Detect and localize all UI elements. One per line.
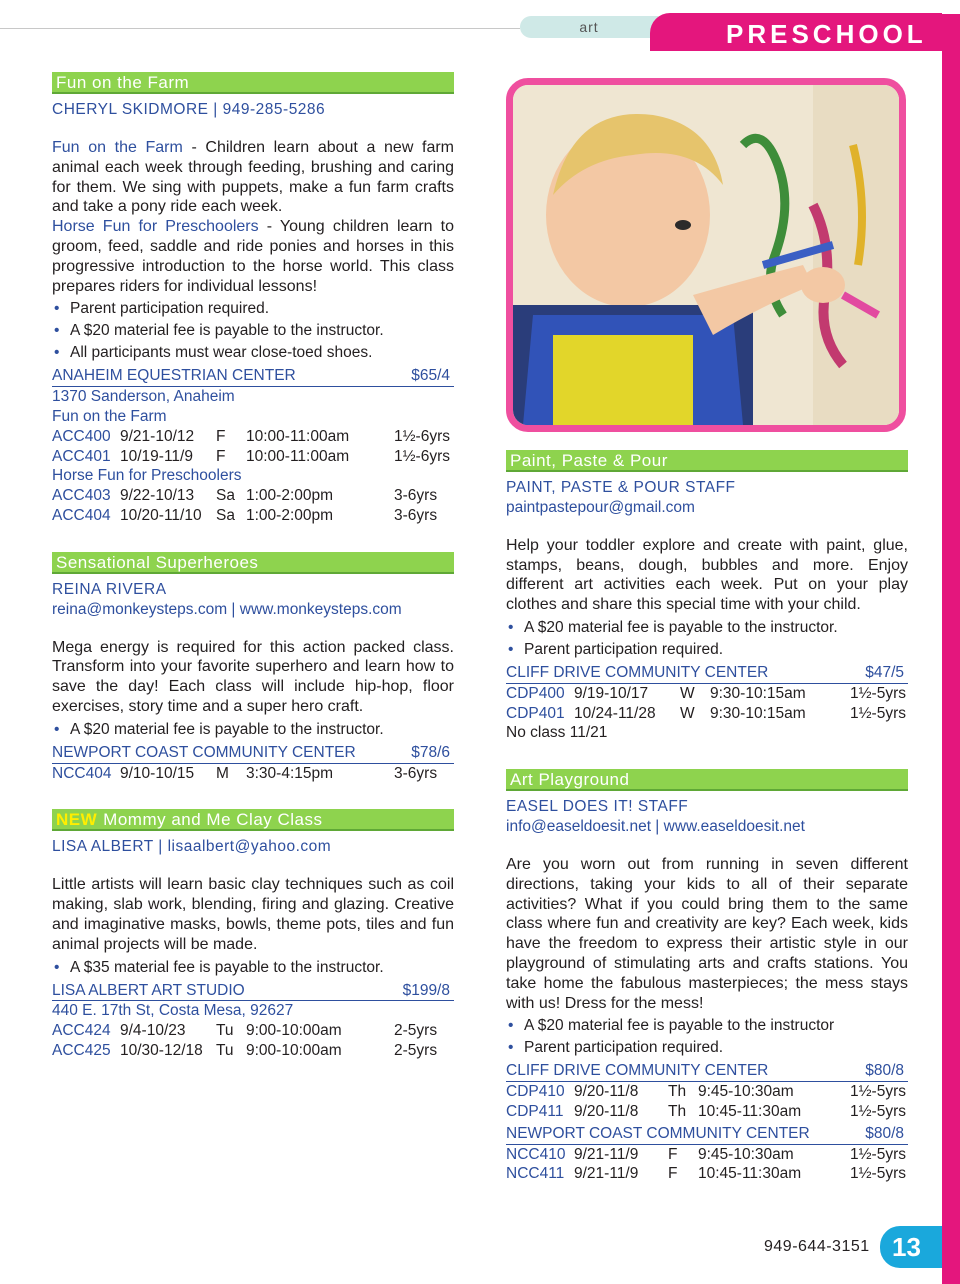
schedule-row: [506, 704, 908, 724]
address: 1370 Sanderson, Anaheim: [52, 388, 235, 406]
location-row: [52, 366, 454, 387]
location-row: [52, 743, 454, 764]
class-description-2: [52, 217, 454, 296]
age: 1½-5yrs: [850, 704, 906, 722]
class-code: NCC410: [506, 1145, 566, 1163]
right-column: [506, 450, 908, 1184]
class-title: Art Playground: [506, 769, 908, 791]
time: 1:00-2:00pm: [246, 487, 334, 505]
age: 1½-6yrs: [394, 447, 450, 465]
schedule-row: [506, 1164, 908, 1184]
notes-list: [52, 957, 454, 979]
location-name: ANAHEIM EQUESTRIAN CENTER: [52, 367, 296, 385]
age: 1½-5yrs: [850, 1083, 906, 1101]
note-item: • A $20 material fee is payable to the instructor.: [52, 719, 454, 741]
note-item: • Parent participation required.: [52, 298, 454, 320]
age: 2-5yrs: [394, 1022, 438, 1040]
time: 9:45-10:30am: [698, 1145, 794, 1163]
class-sensational-superheroes: [52, 552, 454, 784]
program-text: - Children learn about a new farm animal each week through feeding, brushing and caring for them. We sing with puppets, make a fun farm crafts and take a pony ride each week.: [52, 139, 454, 216]
contact: reina@monkeysteps.com | www.monkeysteps.com: [52, 600, 402, 618]
class-code: ACC401: [52, 447, 111, 465]
instructor: PAINT, PASTE & POUR STAFF: [506, 479, 736, 496]
program-name: Fun on the Farm: [52, 139, 183, 156]
location-name: LISA ALBERT ART STUDIO: [52, 981, 245, 999]
day: Sa: [216, 506, 235, 524]
age: 3-6yrs: [394, 487, 438, 505]
schedule-row: [52, 427, 454, 447]
instructor: EASEL DOES IT! STAFF: [506, 798, 689, 816]
class-title: Fun on the Farm: [52, 72, 454, 94]
sub-program: Horse Fun for Preschoolers: [52, 467, 242, 485]
class-paint-paste-pour: [506, 450, 908, 743]
class-code: CDP401: [506, 704, 565, 722]
location-row: [52, 981, 454, 1002]
location-name: CLIFF DRIVE COMMUNITY CENTER: [506, 663, 769, 681]
class-title: Paint, Paste & Pour: [506, 450, 908, 472]
day: Tu: [216, 1022, 234, 1040]
day: W: [680, 704, 695, 722]
note-item: • Parent participation required.: [506, 1037, 908, 1059]
age: 3-6yrs: [394, 764, 438, 782]
day: F: [668, 1145, 678, 1163]
class-description: [52, 138, 454, 217]
age: 2-5yrs: [394, 1041, 438, 1059]
class-code: ACC403: [52, 487, 111, 505]
class-fun-on-the-farm: [52, 72, 454, 526]
dates: 9/21-11/9: [574, 1145, 639, 1163]
time: 10:45-11:30am: [698, 1165, 802, 1183]
day: F: [216, 427, 226, 445]
class-title: Sensational Superheroes: [52, 552, 454, 574]
note-item: • All participants must wear close-toed shoes.: [52, 342, 454, 364]
schedule-row: [506, 1082, 908, 1102]
location-name: CLIFF DRIVE COMMUNITY CENTER: [506, 1062, 769, 1080]
note-item: • A $20 material fee is payable to the instructor.: [52, 320, 454, 342]
age: 3-6yrs: [394, 506, 438, 524]
time: 10:45-11:30am: [698, 1102, 802, 1120]
age: 1½-5yrs: [850, 684, 906, 702]
dates: 10/19-11/9: [120, 447, 193, 465]
class-code: ACC404: [52, 506, 111, 524]
instructor: CHERYL SKIDMORE | 949-285-5286: [52, 101, 326, 118]
schedule-row: [52, 486, 454, 506]
day: Th: [668, 1102, 687, 1120]
contact: info@easeldoesit.net | www.easeldoesit.net: [506, 818, 805, 836]
instructor: REINA RIVERA: [52, 580, 167, 598]
price: $65/4: [411, 367, 450, 385]
day: F: [668, 1165, 678, 1183]
time: 1:00-2:00pm: [246, 506, 334, 524]
time: 9:30-10:15am: [710, 684, 806, 702]
new-badge: NEW: [56, 810, 98, 830]
instructor: LISA ALBERT | lisaalbert@yahoo.com: [52, 838, 332, 856]
note-item: • Parent participation required.: [506, 639, 908, 661]
time: 9:45-10:30am: [698, 1083, 794, 1101]
price: $80/8: [865, 1124, 904, 1142]
dates: 10/20-11/10: [120, 506, 202, 524]
toddler-painting-photo: [506, 78, 906, 432]
day: Sa: [216, 487, 235, 505]
notes-list: [506, 1015, 908, 1059]
class-code: ACC424: [52, 1022, 111, 1040]
dates: 10/24-11/28: [574, 704, 656, 722]
location-row: [506, 1124, 908, 1145]
class-description: Mega energy is required for this action packed class. Transform into your favorite superhero and learn how to save the day! Each class will include hip-hop, floor exercises, story time and a super hero craft.: [52, 638, 454, 715]
day: M: [216, 764, 229, 782]
schedule-row: [52, 1021, 454, 1041]
price: $199/8: [402, 981, 450, 999]
class-code: NCC411: [506, 1165, 565, 1183]
class-mommy-and-me-clay: [52, 809, 454, 1060]
dates: 9/20-11/8: [574, 1083, 639, 1101]
dates: 10/30-12/18: [120, 1041, 203, 1059]
schedule-row: [506, 1102, 908, 1122]
class-description: Little artists will learn basic clay techniques such as coil making, slab work, blending, firing and glazing. Creative and imaginative masks, bowls, theme pots, tiles and fun animal projects will be made.: [52, 876, 454, 953]
contact: paintpastepour@gmail.com: [506, 499, 695, 516]
note-item: • A $20 material fee is payable to the instructor.: [506, 617, 908, 639]
day: Tu: [216, 1041, 234, 1059]
photo-illustration: [513, 85, 899, 425]
time: 10:00-11:00am: [246, 447, 350, 465]
price: $47/5: [865, 663, 904, 681]
page-number: 13: [880, 1226, 942, 1268]
day: W: [680, 684, 695, 702]
location-name: NEWPORT COAST COMMUNITY CENTER: [52, 743, 356, 761]
note-item: • A $20 material fee is payable to the instructor: [506, 1015, 908, 1037]
class-description: Help your toddler explore and create with paint, glue, stamps, beans, dough, bubbles and more. Enjoy different art activities each week. Put on your play clothes and share this special time with your child.: [506, 536, 908, 614]
age: 1½-6yrs: [394, 427, 450, 445]
dates: 9/21-11/9: [574, 1165, 639, 1183]
time: 3:30-4:15pm: [246, 764, 334, 782]
location-row: [506, 1061, 908, 1082]
class-art-playground: [506, 769, 908, 1184]
notes-list: [52, 719, 454, 741]
section-title: PRESCHOOL: [650, 13, 950, 51]
time: 9:00-10:00am: [246, 1041, 342, 1059]
schedule-row: [52, 1041, 454, 1061]
class-title-bar: [52, 809, 454, 831]
program-name: Horse Fun for Preschoolers: [52, 218, 259, 236]
day: F: [216, 447, 226, 465]
notes-list: [52, 298, 454, 364]
sub-program: Fun on the Farm: [52, 407, 167, 425]
schedule-row: [506, 684, 908, 704]
schedule-row: [52, 447, 454, 467]
class-code: CDP411: [506, 1102, 564, 1120]
location-name: NEWPORT COAST COMMUNITY CENTER: [506, 1124, 810, 1142]
price: $80/8: [865, 1062, 904, 1080]
schedule-row: [506, 1145, 908, 1165]
footer-phone: 949-644-3151: [764, 1238, 870, 1255]
class-code: ACC425: [52, 1041, 111, 1059]
schedule-row: [52, 764, 454, 784]
class-code: CDP410: [506, 1083, 565, 1101]
class-title: Mommy and Me Clay Class: [103, 810, 323, 830]
age: 1½-5yrs: [850, 1145, 906, 1163]
class-code: ACC400: [52, 427, 111, 445]
dates: 9/21-10/12: [120, 427, 195, 445]
dates: 9/4-10/23: [120, 1022, 186, 1040]
time: 9:00-10:00am: [246, 1022, 342, 1040]
dates: 9/22-10/13: [120, 487, 195, 505]
notes-list: [506, 617, 908, 661]
class-code: NCC404: [52, 764, 112, 782]
dates: 9/10-10/15: [120, 764, 195, 782]
schedule-row: [52, 506, 454, 526]
dates: 9/20-11/8: [574, 1102, 639, 1120]
age: 1½-5yrs: [850, 1165, 906, 1183]
class-code: CDP400: [506, 684, 565, 702]
category-tab: art: [520, 16, 658, 38]
dates: 9/19-10/17: [574, 684, 649, 702]
time: 10:00-11:00am: [246, 427, 350, 445]
time: 9:30-10:15am: [710, 704, 806, 722]
header-rule: [0, 28, 520, 29]
note-item: • A $35 material fee is payable to the instructor.: [52, 957, 454, 979]
program-text: - Young children learn to groom, feed, saddle and ride ponies and horses in this progressive introduction to the horse world. This class prepares riders for individual lessons!: [52, 218, 454, 295]
age: 1½-5yrs: [850, 1102, 906, 1120]
location-row: [506, 663, 908, 684]
schedule-note: No class 11/21: [506, 724, 608, 742]
price: $78/6: [411, 743, 450, 761]
class-description: Are you worn out from running in seven different directions, taking your kids to all of their separate activities? What if you could bring them to the same class where fun and creativity are key? Each week, kids have the freedom to express their artistic style in our playground of stimulating arts and crafts stations. You take home the fabulous masterpieces; the mess stays with us! Dress for the mess!: [506, 855, 908, 1012]
page-edge-bar: [942, 0, 960, 1284]
day: Th: [668, 1083, 687, 1101]
left-column: [52, 72, 454, 1061]
address: 440 E. 17th St, Costa Mesa, 92627: [52, 1002, 294, 1020]
